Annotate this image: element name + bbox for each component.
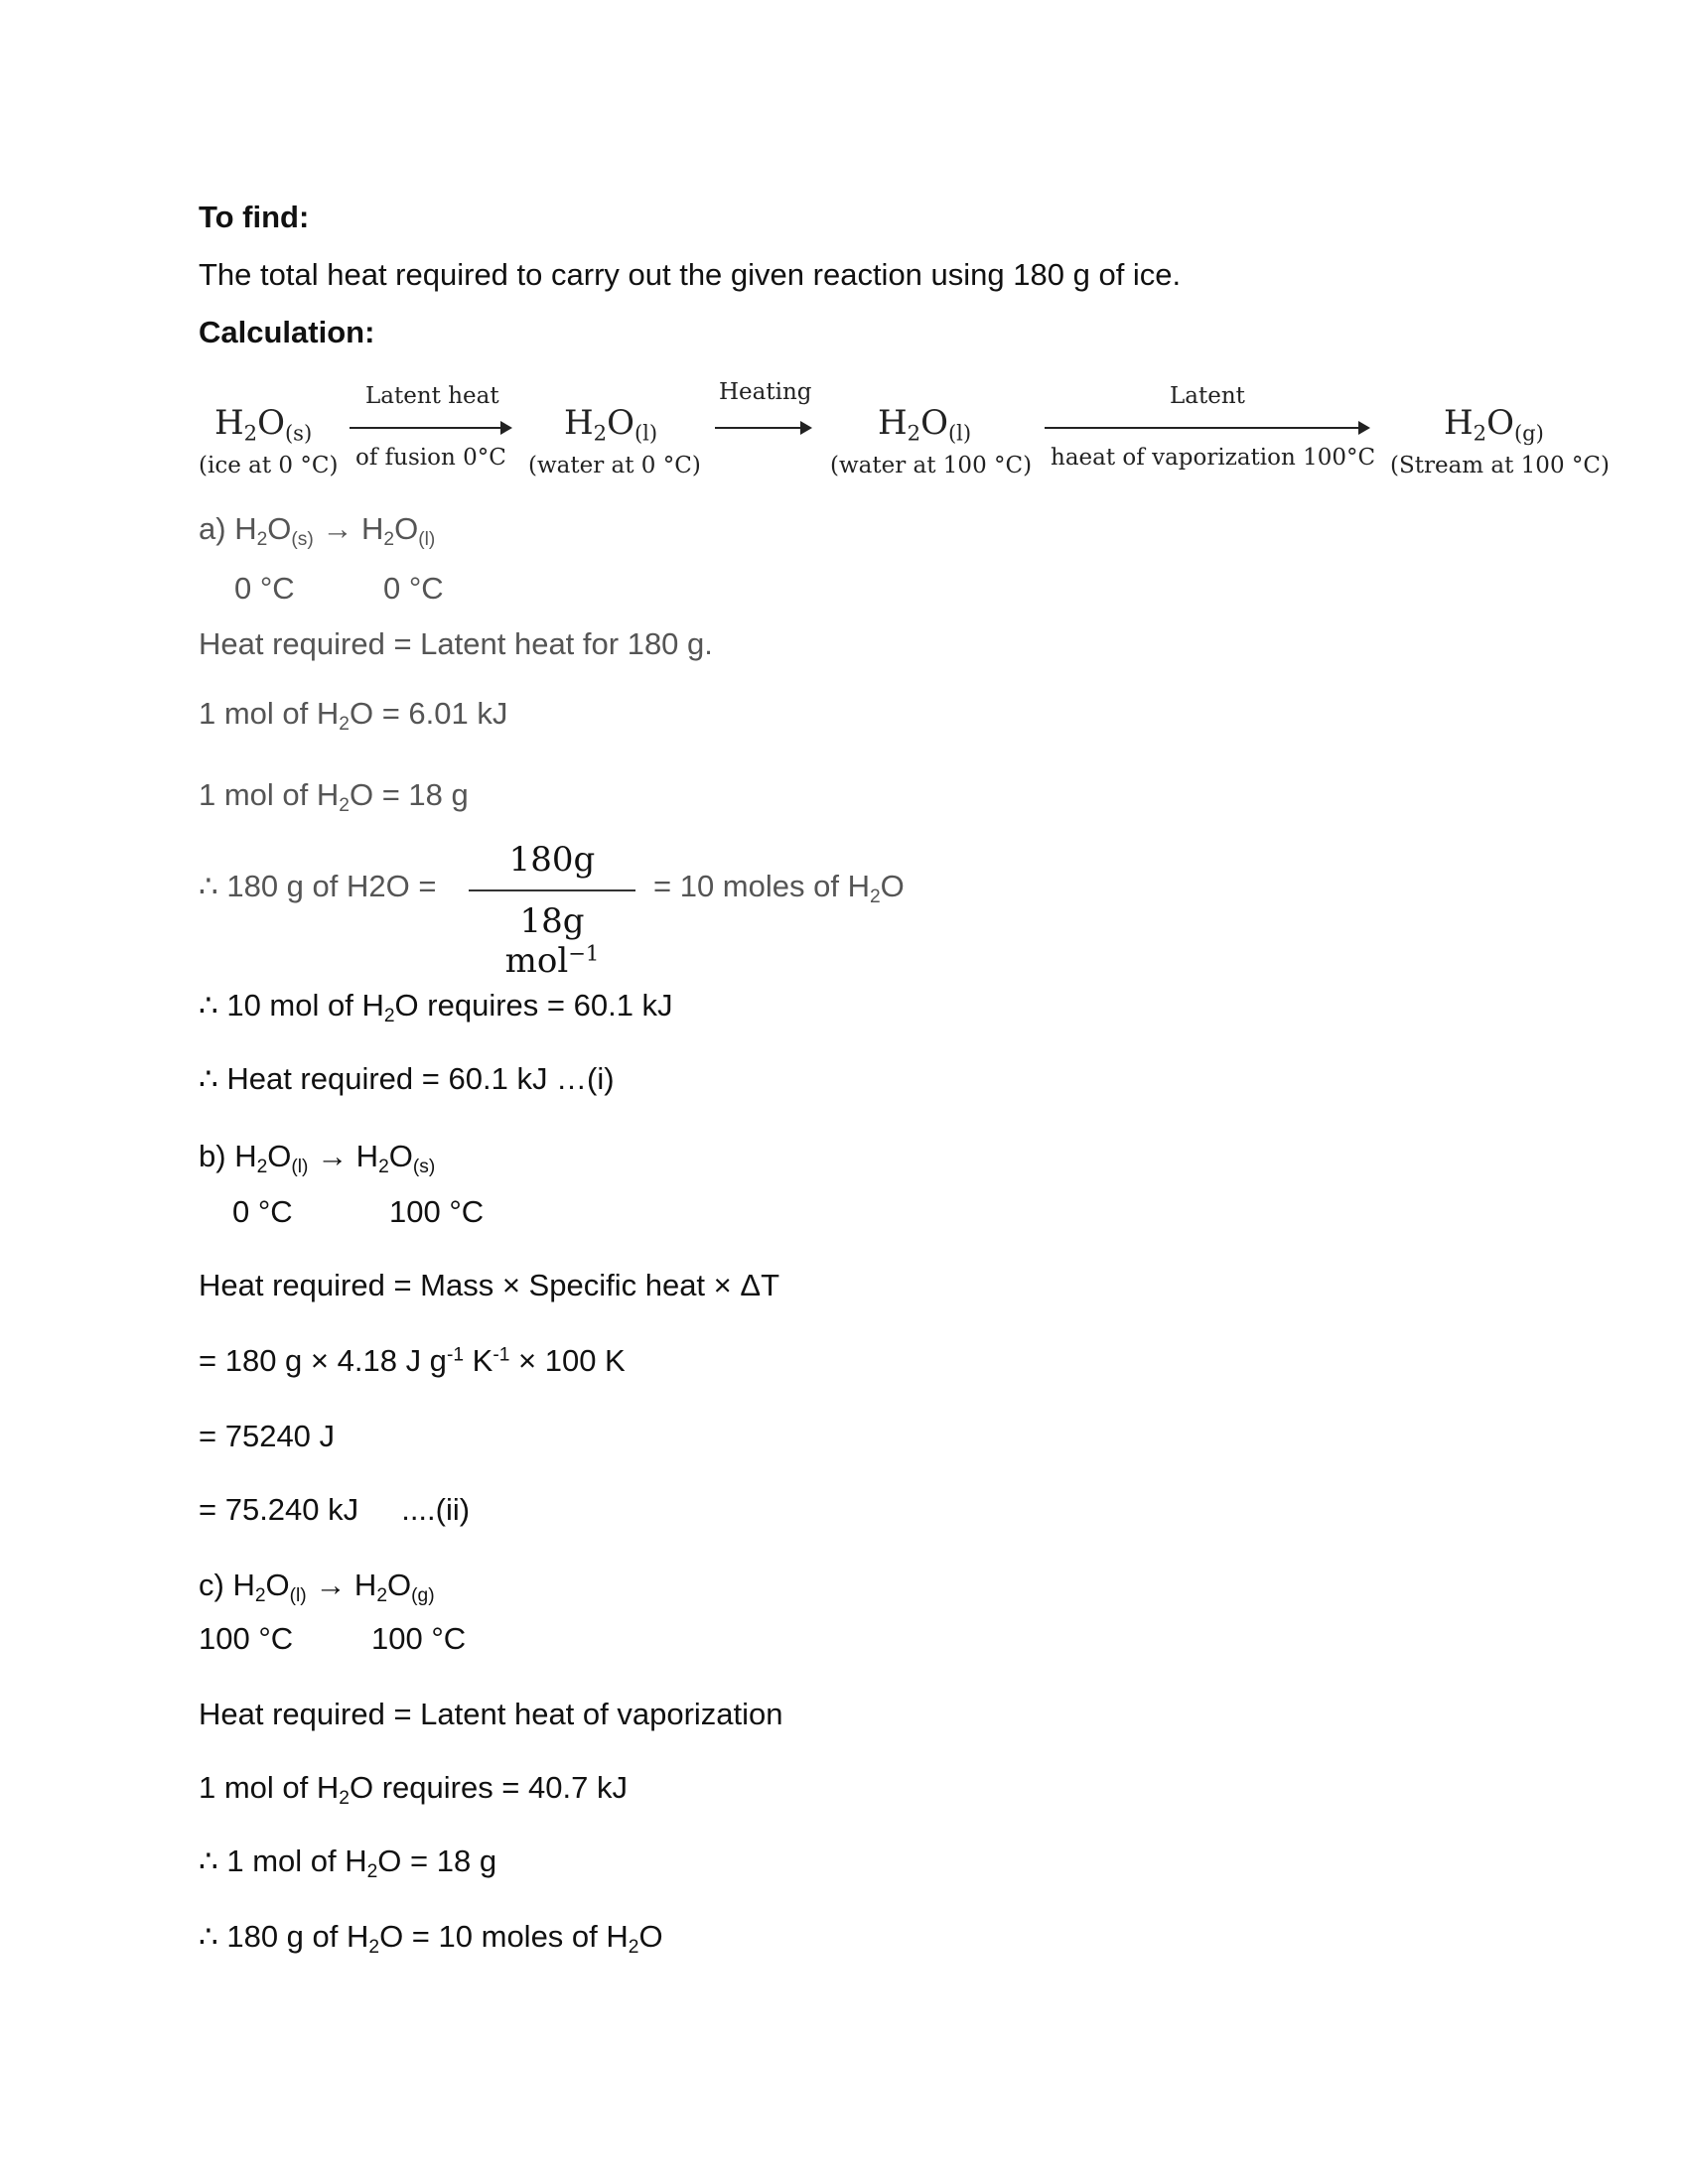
arrow-fusion <box>350 427 510 429</box>
part-a-temp-reactant: 0 °C <box>234 571 295 606</box>
arrow-heating <box>715 427 810 429</box>
part-a-equation: a) $H_2O_{(s)} \to H_2O_{(l)}$ <box>199 511 436 550</box>
part-b-formula: Heat required = Mass × Specific heat × ΔT <box>199 1268 780 1302</box>
species-steam-caption: (Stream at 100 °C) <box>1390 453 1610 478</box>
arrow2-top-label: Heating <box>719 379 812 405</box>
part-a-result: ∴ Heat required = 60.1 kJ …(i) <box>199 1061 615 1096</box>
species-ice: $H_2O_{(s)}$ <box>214 403 313 446</box>
arrow3-top-label: Latent <box>1170 383 1245 409</box>
part-b-equation: b) $H_2O_{(l)} \to H_2O_{(s)}$ <box>199 1139 436 1177</box>
part-b-result-joules: = 75240 J <box>199 1419 336 1453</box>
part-a-heat-required: Heat required = Latent heat for 180 g. <box>199 626 713 661</box>
part-c-heat-required: Heat required = Latent heat of vaporization <box>199 1697 783 1731</box>
part-b-calculation: = 180 g × 4.18 J $g^{-1}$ $K^{-1} \times 100$ K <box>199 1343 626 1378</box>
part-c-temp-product: 100 °C <box>371 1621 467 1656</box>
part-b-result-kilojoules: = 75.240 kJ ....(ii) <box>199 1492 471 1527</box>
part-a-molar-mass: 1 mol of $H_2O = 18$ g <box>199 777 469 816</box>
species-ice-caption: (ice at 0 °C) <box>199 453 339 478</box>
part-a-molar-heat: 1 mol of $H_2O = 6.01$ kJ <box>199 696 508 735</box>
part-c-moles: ∴ 180 g of $H_2O = 10$ moles of $H_2O$ <box>199 1919 663 1958</box>
fraction-denominator: 18g mol$^{-1}$ <box>504 901 600 981</box>
find-statement: The total heat required to carry out the given reaction using 180 g of ice. <box>199 257 1182 292</box>
part-c-temp-reactant: 100 °C <box>199 1621 294 1656</box>
arrow3-bottom-label: haeat of vaporization 100°C <box>1051 445 1376 471</box>
part-c-requirement: 1 mol of $H_2O$ requires = 40.7 kJ <box>199 1770 628 1809</box>
species-water-0: $H_2O_{(l)}$ <box>564 403 658 446</box>
part-a-temp-product: 0 °C <box>383 571 444 606</box>
species-water-0-caption: (water at 0 °C) <box>528 453 701 478</box>
part-b-temp-reactant: 0 °C <box>232 1194 293 1229</box>
species-steam: $H_2O_{(g)}$ <box>1444 403 1544 446</box>
part-a-fraction <box>469 840 635 981</box>
species-water-100-caption: (water at 100 °C) <box>830 453 1033 478</box>
part-a-requirement: ∴ 10 mol of $H_2O$ requires = 60.1 kJ <box>199 988 673 1026</box>
heading-calculation: Calculation: <box>199 315 375 349</box>
part-b-temp-product: 100 °C <box>389 1194 485 1229</box>
reaction-scheme <box>199 379 1628 492</box>
species-water-100: $H_2O_{(l)}$ <box>878 403 972 446</box>
part-a-fraction-left: ∴ 180 g of H2O = <box>199 869 437 903</box>
part-c-molar-mass: ∴ 1 mol of $H_2O = 18$ g <box>199 1843 497 1882</box>
fraction-numerator: 180g <box>469 840 635 891</box>
part-a-fraction-right: = 10 moles of $H_2O$ <box>653 869 905 907</box>
heading-to-find: To find: <box>199 200 310 234</box>
arrow-vaporization <box>1045 427 1368 429</box>
part-c-equation: c) $H_2O_{(l)} \to H_2O_{(g)}$ <box>199 1568 435 1606</box>
arrow1-top-label: Latent heat <box>365 383 499 409</box>
arrow1-bottom-label: of fusion 0°C <box>355 445 506 471</box>
